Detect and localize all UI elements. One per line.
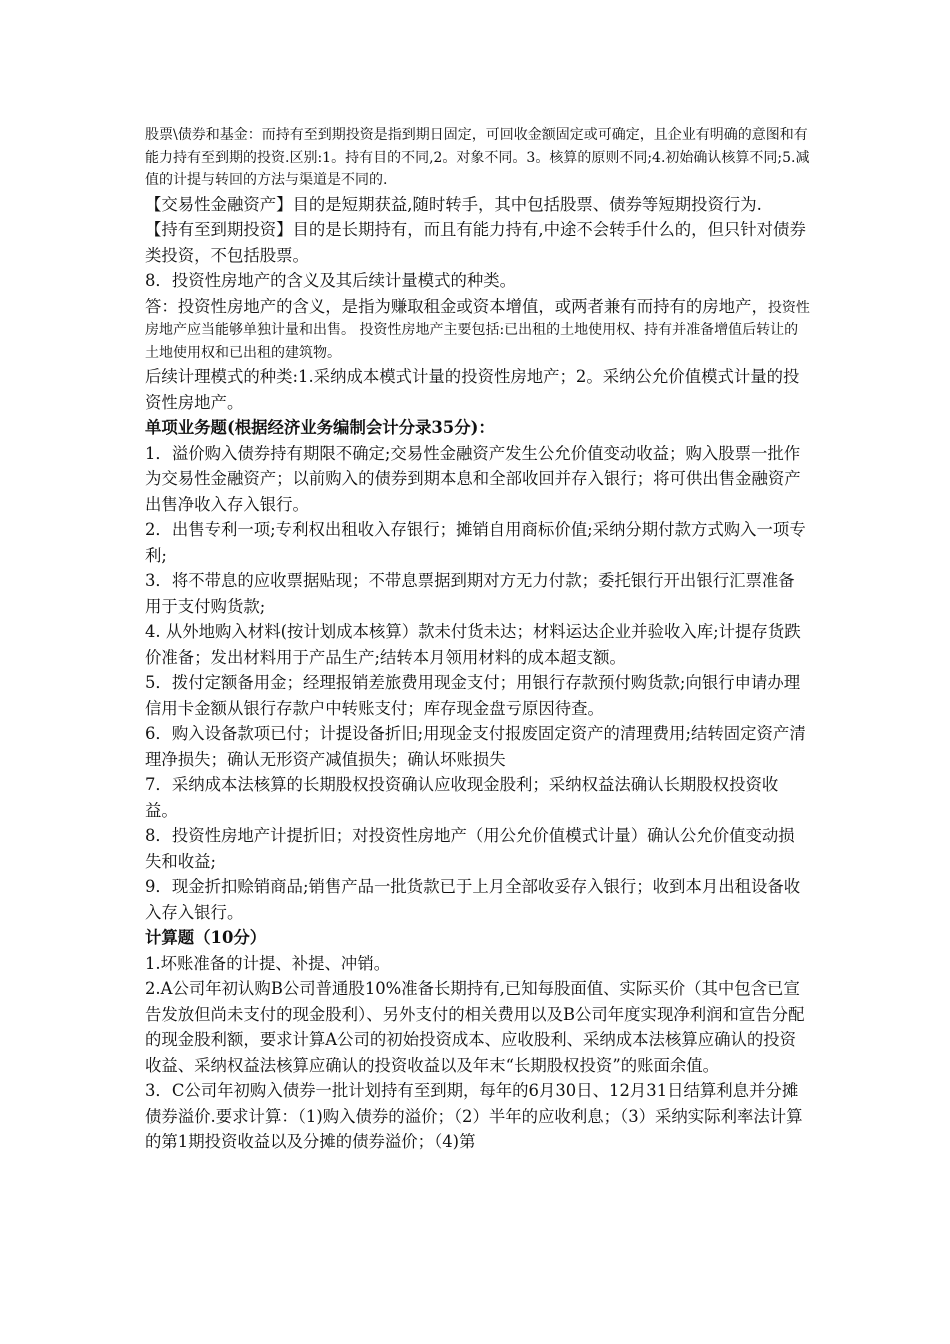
document-page xyxy=(145,124,810,1155)
calculation-item-3: 3．C公司年初购入债券一批计划持有至到期，每年的6月30日、12月31日结算利息并分摊债券溢价.要求计算：（1)购入债券的溢价；（2）半年的应收利息；（3）采纳实际利率法计算的第1期投资收益以及分摊的债券溢价；（4)第 xyxy=(145,1081,803,1151)
paragraph-subsequent-measurement: 后续计理模式的种类:1.采纳成本模式计量的投资性房地产；2。采纳公允价值模式计量的投资性房地产。 xyxy=(145,367,800,412)
section-heading-journal-entries: 单项业务题(根据经济业务编制会计分录35分)： xyxy=(145,418,495,437)
paragraph-held-to-maturity: 【持有至到期投资】目的是长期持有，而且有能力持有,中途不会转手什么的，但只针对债券类投资，不包括股票。 xyxy=(145,220,806,265)
journal-item-9: 9．现金折扣赊销商品;销售产品一批货款已于上月全部收妥存入银行；收到本月出租设备收入存入银行。 xyxy=(145,877,801,922)
journal-item-2: 2．出售专利一项;专利权出租收入存银行；摊销自用商标价值;采纳分期付款方式购入一项专利; xyxy=(145,520,806,565)
journal-item-5: 5．拨付定额备用金；经理报销差旅费用现金支付；用银行存款预付购货款;向银行申请办理信用卡金额从银行存款户中转账支付；库存现金盘亏原因待查。 xyxy=(145,673,801,718)
answer-part-a: 答：投资性房地产的含义，是指为赚取租金或资本增值，或两者兼有而持有的房地产， xyxy=(145,296,768,316)
answer-part-b: 投资性房地产应当能够单独计量和出售。 投资性房地产主要包括:已出租的土地使用权、持有并准备增值后转让的土地使用权和已出租的建筑物。 xyxy=(145,299,810,361)
calculation-item-1: 1.坏账准备的计提、补提、冲销。 xyxy=(145,953,391,973)
paragraph-investment-comparison: 股票\债券和基金：而持有至到期投资是指到期日固定，可回收金额固定或可确定，且企业有明确的意图和有能力持有至到期的投资.区别:1。持有目的不同,2。对象不同。3。核算的原则不同;4.初始确认核算不同;5.减值的计提与转回的方法与渠道是不同的. xyxy=(145,127,810,188)
journal-item-8: 8．投资性房地产计提折旧；对投资性房地产（用公允价值模式计量）确认公允价值变动损失和收益; xyxy=(145,826,795,871)
journal-item-1: 1．溢价购入债券持有期限不确定;交易性金融资产发生公允价值变动收益；购入股票一批作为交易性金融资产；以前购入的债券到期本息和全部收回并存入银行；将可供出售金融资产出售净收入存入银行。 xyxy=(145,443,801,514)
answer-investment-property xyxy=(145,294,810,365)
journal-item-6: 6．购入设备款项已付；计提设备折旧;用现金支付报废固定资产的清理费用;结转固定资产清理净损失；确认无形资产减值损失；确认坏账损失 xyxy=(145,724,806,769)
journal-item-3: 3．将不带息的应收票据贴现；不带息票据到期对方无力付款；委托银行开出银行汇票准备用于支付购货款; xyxy=(145,571,795,616)
journal-item-4: 4. 从外地购入材料(按计划成本核算）款未付货未达；材料运达企业并验收入库;计提存货跌价准备；发出材料用于产品生产;结转本月领用材料的成本超支额。 xyxy=(145,622,801,667)
paragraph-trading-financial-assets: 【交易性金融资产】目的是短期获益,随时转手，其中包括股票、债券等短期投资行为. xyxy=(145,194,762,214)
section-heading-calculation: 计算题（10分） xyxy=(145,928,267,947)
journal-item-7: 7．采纳成本法核算的长期股权投资确认应收现金股利；采纳权益法确认长期股权投资收益。 xyxy=(145,775,779,820)
calculation-item-2: 2.A公司年初认购B公司普通股10%准备长期持有,已知每股面值、实际买价（其中包含已宣告发放但尚未支付的现金股利）、另外支付的相关费用以及B公司年度实现净利润和宣告分配的现金股利额，要求计算A公司的初始投资成本、应收股利、采纳成本法核算应确认的投资收益、采纳权益法核算应确认的投资收益以及年末“长期股权投资”的账面余值。 xyxy=(145,979,805,1075)
question-8-investment-property: 8．投资性房地产的含义及其后续计量模式的种类。 xyxy=(145,271,517,290)
